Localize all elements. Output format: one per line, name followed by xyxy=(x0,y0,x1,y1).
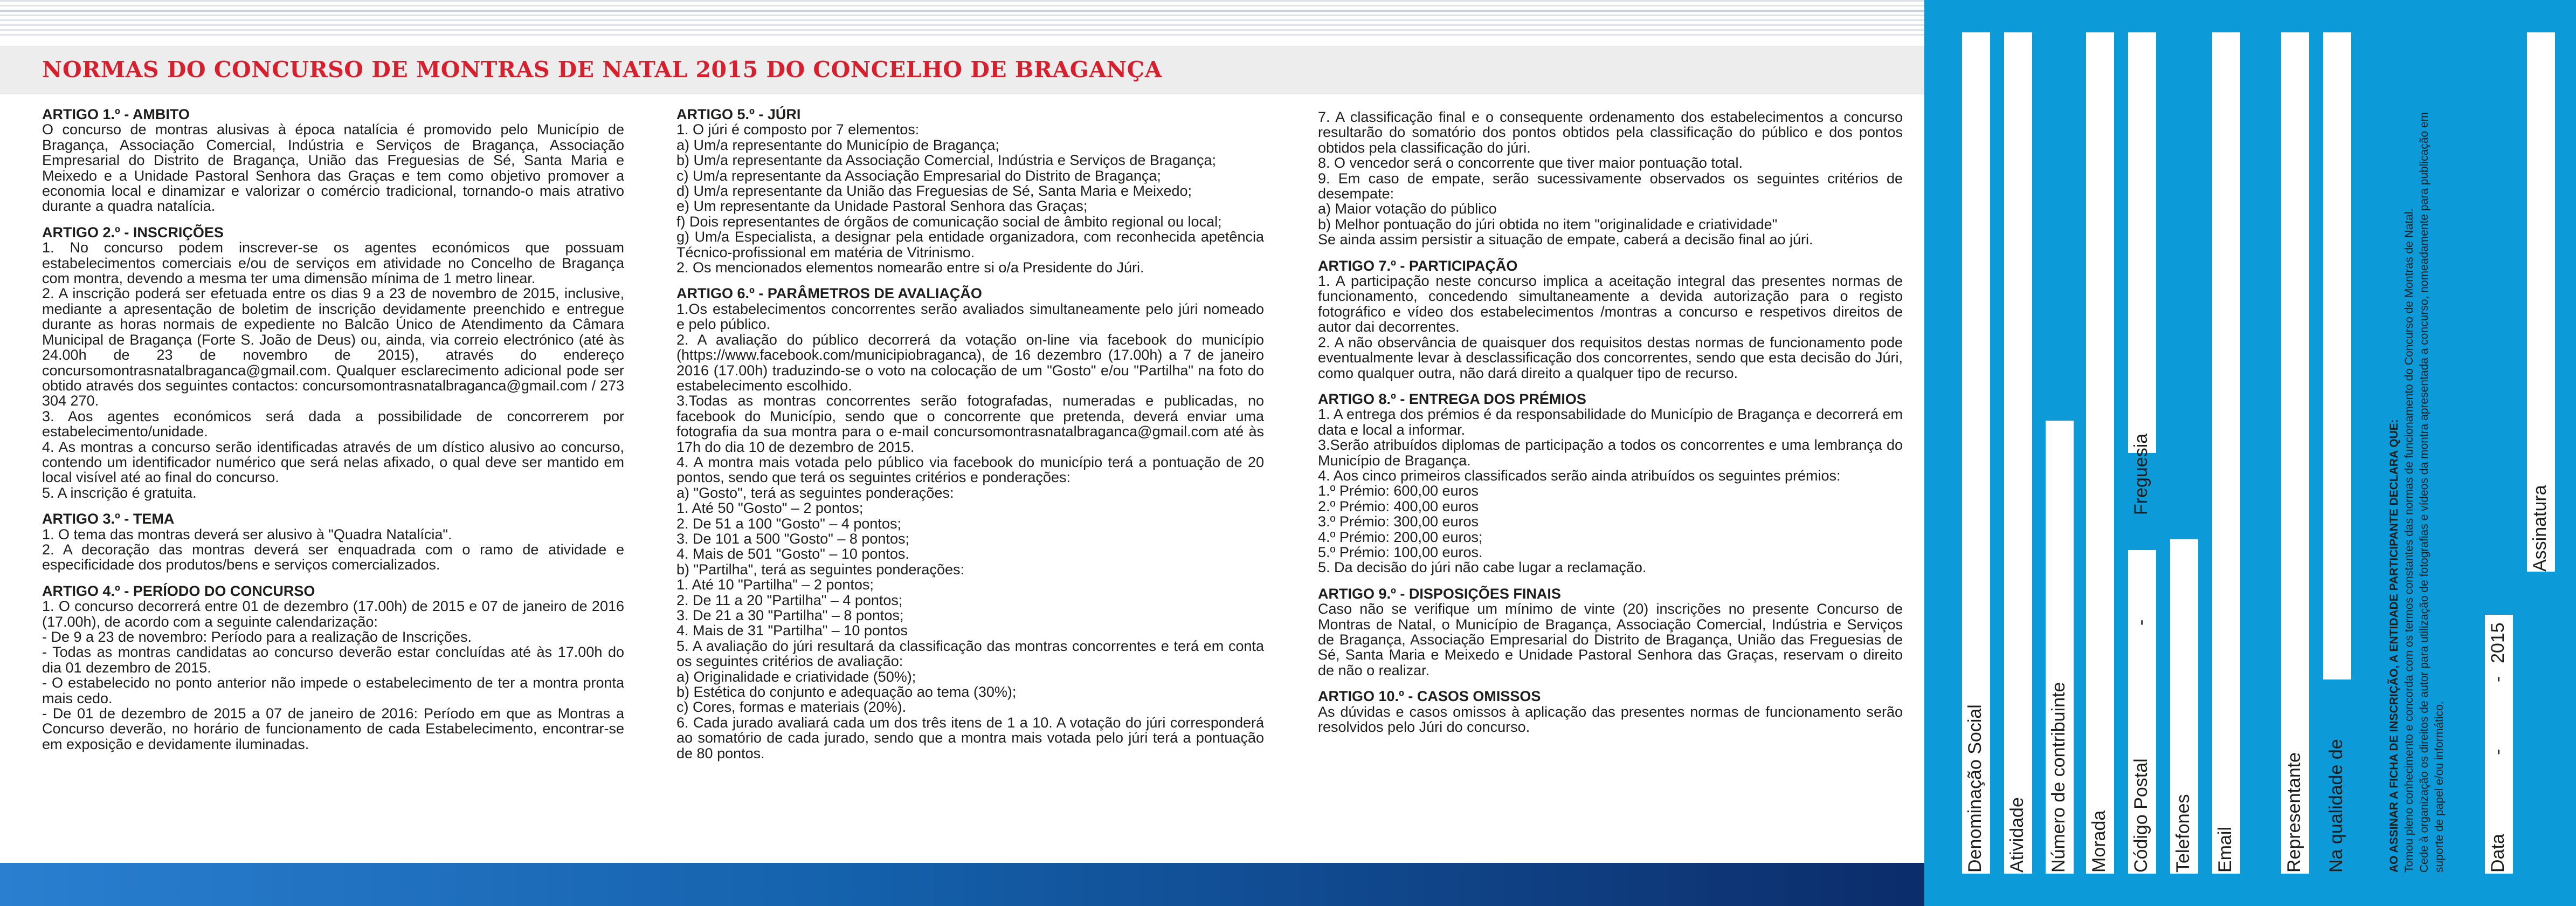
article-paragraph: b) Um/a representante da Associação Comercial, Indústria e Serviços de Bragança; xyxy=(676,152,1217,169)
article-heading: ARTIGO 9.º - DISPOSIÇÕES FINAIS xyxy=(1318,585,1561,602)
article-section xyxy=(1318,586,1903,678)
email-field[interactable] xyxy=(2212,32,2240,874)
article-section xyxy=(676,107,1264,275)
article-paragraph: 2.º Prémio: 400,00 euros xyxy=(1318,498,1479,514)
article-paragraph: a) Originalidade e criatividade (50%); xyxy=(676,668,916,685)
article-paragraph: 1. A entrega dos prémios é da responsabilidade do Município de Bragança e decorrerá em data e local a informar. xyxy=(1318,406,1903,438)
article-paragraph: c) Um/a representante da Associação Empresarial do Distrito de Bragança; xyxy=(676,167,1161,184)
data-year: 2015 xyxy=(2488,622,2508,663)
article-paragraph: O concurso de montras alusivas à época natalícia é promovido pelo Município de Bragança, Associação Comercial, Indústria e Serviços de Bragança, Associação Empresarial do Distrito de Bragança, União das Freguesias de Sé, Santa Maria e Meixedo e a Unidade Pastoral Senhora das Graças e tem como objetivo promover a economia local e dinamizar e valorizar o comércio tradicional, tornando-o mais atrativo durante a quadra natalícia. xyxy=(42,121,624,215)
article-paragraph: 4. A montra mais votada pelo público via facebook do município terá a pontuação de 20 pontos, sendo que terá os seguintes critérios e ponderações: xyxy=(676,454,1264,486)
article-paragraph: g) Um/a Especialista, a designar pela entidade organizadora, com reconhecida apetência Técnico-profissional em matéria de Vitrinismo. xyxy=(676,229,1264,260)
article-heading: ARTIGO 6.º - PARÂMETROS DE AVALIAÇÃO xyxy=(676,285,982,302)
article-paragraph: a) Um/a representante do Município de Bragança; xyxy=(676,136,999,153)
article-paragraph: - Todas as montras candidatas ao concurso deverão estar concluídas até às 17.00h do dia 01 dezembro de 2015. xyxy=(42,644,624,676)
rules-column-1 xyxy=(42,107,624,763)
representante-label: Representante xyxy=(2284,752,2304,873)
article-paragraph: 8. O vencedor será o concorrente que tiver maior pontuação total. xyxy=(1318,155,1743,171)
morada-field[interactable] xyxy=(2086,32,2114,874)
article-heading: ARTIGO 3.º - TEMA xyxy=(42,511,175,527)
article-paragraph: f) Dois representantes de órgãos de comunicação social de âmbito regional ou local; xyxy=(676,213,1222,230)
article-paragraph: 6. Cada jurado avaliará cada um dos três itens de 1 a 10. A votação do júri corresponderá ao somatório de cada jurado, sendo que a montra mais votada pelo júri terá a pontuação de 80 pontos. xyxy=(676,714,1264,761)
article-paragraph: 1. O concurso decorrerá entre 01 de dezembro (17.00h) de 2015 e 07 de janeiro de 2016 (17.00h), de acordo com a seguinte calendarização: xyxy=(42,598,624,630)
article-paragraph: 5. Da decisão do júri não cabe lugar a reclamação. xyxy=(1318,559,1647,576)
article-paragraph: d) Um/a representante da União das Freguesias de Sé, Santa Maria e Meixedo; xyxy=(676,183,1192,200)
telefones-label: Telefones xyxy=(2173,794,2193,873)
declaration-line-2: Tomou pleno conhecimento e concorda com os termos constantes das normas de funcionamento do Concurso de Montras de Natal. xyxy=(2403,208,2415,873)
article-paragraph: - De 9 a 23 de novembro: Período para a realização de Inscrições. xyxy=(42,629,472,645)
article-paragraph: As dúvidas e casos omissos à aplicação das presentes normas de funcionamento serão resolvidos pelo Júri do concurso. xyxy=(1318,703,1903,736)
assinatura-label: Assinatura xyxy=(2530,485,2550,572)
article-paragraph: 2. A decoração das montras deverá ser enquadrada com o ramo de atividade e especificidade dos produtos/bens e serviços comercializados. xyxy=(42,541,624,573)
declaration-line-1: AO ASSINAR A FICHA DE INSCRIÇÃO, A ENTIDADE PARTICIPANTE DECLARA QUE: xyxy=(2388,419,2400,873)
article-paragraph: b) "Partilha", terá as seguintes ponderações: xyxy=(676,561,964,578)
article-paragraph: 4. Mais de 31 "Partilha" – 10 pontos xyxy=(676,622,908,639)
article-paragraph: 4. Aos cinco primeiros classificados serão ainda atribuídos os seguintes prémios: xyxy=(1318,467,1841,484)
registration-form-panel xyxy=(1924,0,2576,906)
article-heading: ARTIGO 8.º - ENTREGA DOS PRÉMIOS xyxy=(1318,390,1586,407)
page-title: NORMAS DO CONCURSO DE MONTRAS DE NATAL 2015 DO CONCELHO DE BRAGANÇA xyxy=(42,57,1163,83)
atividade-label: Atividade xyxy=(2007,797,2027,873)
article-paragraph: c) Cores, formas e materiais (20%). xyxy=(676,699,907,716)
article-paragraph: 3.º Prémio: 300,00 euros xyxy=(1318,513,1479,530)
article-paragraph: 9. Em caso de empate, serão sucessivamente observados os seguintes critérios de desempate: xyxy=(1318,170,1903,202)
rules-column-2 xyxy=(676,107,1264,772)
top-decorative-band xyxy=(0,0,1924,38)
rules-column-3 xyxy=(1318,109,1903,745)
article-paragraph: 2. A avaliação do público decorrerá da votação on-line via facebook do município (https://www.facebook.com/municipiobraganca), de 16 dezembro (17.00h) a 7 de janeiro 2016 (17.00h) traduzindo-se o voto na colocação de um "Gosto" e/ou "Partilha" na foto do estabelecimento escolhido. xyxy=(676,331,1264,394)
denominacao-label: Denominação Social xyxy=(1965,704,1985,873)
codigo-postal-separator: - xyxy=(2131,619,2151,626)
article-paragraph: 5. A inscrição é gratuita. xyxy=(42,484,197,501)
article-heading: ARTIGO 10.º - CASOS OMISSOS xyxy=(1318,688,1541,705)
data-separator-2: - xyxy=(2488,676,2508,682)
article-paragraph: - O estabelecido no ponto anterior não impede o estabelecimento de ter a montra pronta mais cedo. xyxy=(42,675,624,706)
article-heading: ARTIGO 5.º - JÚRI xyxy=(676,106,801,122)
article-paragraph: a) "Gosto", terá as seguintes ponderações: xyxy=(676,484,954,501)
article-paragraph: 2. De 11 a 20 "Partilha" – 4 pontos; xyxy=(676,592,903,608)
article-paragraph: 3. De 101 a 500 "Gosto" – 8 pontos; xyxy=(676,530,909,547)
article-paragraph: Se ainda assim persistir a situação de empate, caberá a decisão final ao júri. xyxy=(1318,231,1813,248)
article-section xyxy=(42,107,624,214)
article-paragraph: 3.Todas as montras concorrentes serão fotografadas, numeradas e publicadas, no facebook do Município, sendo que o concorrente que pretenda, deverá enviar uma fotografia da sua montra para o e-mail concursomontrasnatalbraganca@gmail.com até às 17h do dia 10 de dezembro de 2015. xyxy=(676,393,1264,455)
article-heading: ARTIGO 7.º - PARTICIPAÇÃO xyxy=(1318,257,1518,274)
article-paragraph: b) Melhor pontuação do júri obtida no item "originalidade e criatividade" xyxy=(1318,216,1778,232)
article-paragraph: 1. Até 50 "Gosto" – 2 pontos; xyxy=(676,500,864,517)
article-paragraph: 3. Aos agentes económicos será dada a possibilidade de concorrerem por estabelecimento/unidade. xyxy=(42,408,624,440)
morada-label: Morada xyxy=(2089,810,2109,873)
representante-field[interactable] xyxy=(2281,32,2309,874)
data-separator-1: - xyxy=(2488,749,2508,755)
article-paragraph: 1. O júri é composto por 7 elementos: xyxy=(676,121,920,138)
codigo-postal-label: Código Postal xyxy=(2131,758,2151,873)
article-paragraph: - De 01 de dezembro de 2015 a 07 de janeiro de 2016: Período em que as Montras a Concurso deverão, no horário de funcionamento de cada Estabelecimento, encontrar-se em exposição e devidamente iluminadas. xyxy=(42,705,624,752)
article-paragraph: e) Um representante da Unidade Pastoral Senhora das Graças; xyxy=(676,198,1088,215)
article-paragraph: 1. Até 10 "Partilha" – 2 pontos; xyxy=(676,576,874,593)
contribuinte-label: Número de contribuinte xyxy=(2048,682,2069,873)
article-section xyxy=(42,225,624,500)
article-paragraph: a) Maior votação do público xyxy=(1318,201,1497,217)
article-heading: ARTIGO 2.º - INSCRIÇÕES xyxy=(42,224,224,241)
article-paragraph: 1.º Prémio: 600,00 euros xyxy=(1318,483,1479,499)
article-paragraph: 1. A participação neste concurso implica a aceitação integral das presentes normas de funcionamento, concedendo simultaneamente a devida autorização para o registo fotográfico e vídeo dos estabelecimentos /montras a concurso e respetivos direitos de autor dai decorrentes. xyxy=(1318,273,1903,335)
article-paragraph: 1. No concurso podem inscrever-se os agentes económicos que possuam estabelecimentos comerciais e/ou de serviços em atividade no Concelho de Bragança com montra, devendo a mesma ter uma dimensão mínima de 1 metro linear. xyxy=(42,239,624,287)
article-paragraph: 5. A avaliação do júri resultará da classificação das montras concorrentes e terá em conta os seguintes critérios de avaliação: xyxy=(676,637,1264,670)
article-paragraph: 2. De 51 a 100 "Gosto" – 4 pontos; xyxy=(676,515,901,532)
article-section xyxy=(1318,258,1903,381)
article-section xyxy=(42,584,624,752)
freguesia-field[interactable] xyxy=(2128,32,2156,453)
bottom-blue-bar xyxy=(0,863,1924,906)
article-heading: ARTIGO 4.º - PERÍODO DO CONCURSO xyxy=(42,582,315,599)
data-label: Data xyxy=(2488,834,2508,873)
article-paragraph: 4. Mais de 501 "Gosto" – 10 pontos. xyxy=(676,546,909,562)
article-paragraph: 4.º Prémio: 200,00 euros; xyxy=(1318,528,1483,545)
freguesia-label: Freguesia xyxy=(2131,433,2151,515)
declaration-line-3: Cede à organização os direitos de autor para utilização de fotografias e vídeos da montra apresentada a concurso, nomeadamente para publicação em xyxy=(2418,112,2430,873)
article-section xyxy=(1318,689,1903,735)
email-label: Email xyxy=(2215,826,2235,873)
article-section xyxy=(1318,109,1903,248)
article-section xyxy=(676,286,1264,761)
qualidade-field[interactable] xyxy=(2323,32,2351,680)
article-section xyxy=(1318,392,1903,575)
article-paragraph: 7. A classificação final e o consequente ordenamento dos estabelecimentos a concurso resultarão do somatório dos pontos obtidos pela classificação do público e dos pontos obtidos pela classificação do júri. xyxy=(1318,109,1903,156)
article-section xyxy=(42,511,624,573)
qualidade-label: Na qualidade de xyxy=(2326,739,2346,873)
article-paragraph: 5.º Prémio: 100,00 euros. xyxy=(1318,544,1483,560)
article-paragraph: 2. A não observância de quaisquer dos requisitos destas normas de funcionamento pode eventualmente levar à desclassificação dos concorrentes, sendo que esta decisão do Júri, como qualquer outra, não dará direito a qualquer tipo de recurso. xyxy=(1318,334,1903,381)
article-paragraph: Caso não se verifique um mínimo de vinte (20) inscrições no presente Concurso de Montras de Natal, o Município de Bragança, Associação Comercial, Indústria e Serviços de Bragança, Associação Empresarial do Distrito de Bragança, União das Freguesias de Sé, Santa Maria e Meixedo e Unidade Pastoral Senhora das Graças, reservam o direito de não o realizar. xyxy=(1318,601,1903,678)
article-paragraph: 2. A inscrição poderá ser efetuada entre os dias 9 a 23 de novembro de 2015, inclusive, mediante a apresentação de boletim de inscrição devidamente preenchido e entregue durante as horas normais de expediente no Balcão Único de Atendimento da Câmara Municipal de Bragança (Forte S. João de Deus) ou, ainda, via correio electrónico (até às 24.00h de 23 de novembro de 2015), através do endereço concursomontrasnatalbraganca@gmail.com. Qualquer esclarecimento adicional pode ser obtido através dos seguintes contactos: concursomontrasnatalbraganca@gmail.com / 273 304 270. xyxy=(42,285,624,409)
article-heading: ARTIGO 1.º - AMBITO xyxy=(42,106,190,122)
article-paragraph: 3.Serão atribuídos diplomas de participação a todos os concorrentes e uma lembrança do Município de Bragança. xyxy=(1318,437,1903,469)
article-paragraph: 4. As montras a concurso serão identificadas através de um dístico alusivo ao concurso, contendo um identificador numérico que será nelas afixado, o qual deve ser mantido em local visível até ao final do concurso. xyxy=(42,438,624,486)
declaration-line-4: suporte de papel e/ou informático. xyxy=(2433,701,2446,873)
article-paragraph: b) Estética do conjunto e adequação ao tema (30%); xyxy=(676,684,1017,701)
atividade-field[interactable] xyxy=(2004,32,2032,874)
article-paragraph: 1. O tema das montras deverá ser alusivo à "Quadra Natalícia". xyxy=(42,526,452,543)
article-paragraph: 3. De 21 a 30 "Partilha" – 8 pontos; xyxy=(676,607,904,623)
article-paragraph: 1.Os estabelecimentos concorrentes serão avaliados simultaneamente pelo júri nomeado e pelo público. xyxy=(676,300,1264,333)
article-paragraph: 2. Os mencionados elementos nomearão entre si o/a Presidente do Júri. xyxy=(676,259,1144,276)
